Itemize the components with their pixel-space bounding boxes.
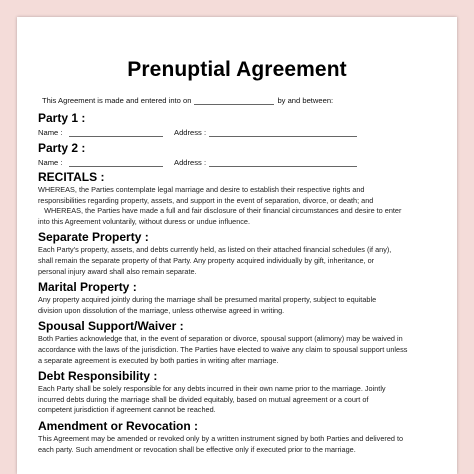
body-line: Any property acquired jointly during the marriage shall be presumed marital property, subject to equitable (38, 295, 377, 305)
document-page (17, 17, 457, 474)
section-marital-property (38, 280, 436, 316)
marital-property-heading: Marital Property : (38, 280, 137, 295)
party2-name-label: Name : (38, 158, 63, 167)
body-line: each party. Such amendment or revocation shall be effective only if executed prior to the marriage. (38, 444, 356, 454)
party1-name-label: Name : (38, 128, 63, 137)
party1-address-blank[interactable] (209, 128, 357, 137)
body-line: personal injury award shall also remain separate. (38, 266, 197, 276)
intro-text-before: This Agreement is made and entered into on (42, 96, 192, 105)
section-debt-responsibility (38, 369, 436, 416)
party1-row (38, 128, 436, 137)
amendment-heading: Amendment or Revocation : (38, 418, 199, 433)
debt-responsibility-body (38, 384, 436, 416)
body-line: incurred debts during the marriage shall be divided equitably, based on mutual agreement or a court of (38, 394, 369, 404)
document-title: Prenuptial Agreement (127, 58, 347, 81)
document-content (17, 58, 457, 455)
amendment-body (38, 434, 436, 455)
body-line: Each Party shall be solely responsible for any debts incurred in their own name prior to the marriage. Jointly (38, 384, 386, 394)
separate-property-heading: Separate Property : (38, 230, 149, 245)
body-line: competent jurisdiction if agreement cannot be reached. (38, 405, 216, 415)
party2-address-label: Address : (174, 158, 207, 167)
spousal-support-body (38, 334, 436, 366)
party2-name-blank[interactable] (69, 158, 163, 167)
intro-text-after: by and between: (277, 96, 334, 105)
body-line: This Agreement may be amended or revoked only by a written instrument signed by both Parties and delivered to (38, 433, 404, 443)
section-spousal-support (38, 319, 436, 366)
section-recitals (38, 170, 436, 227)
body-line: into this Agreement voluntarily, without duress or undue influence. (38, 216, 251, 226)
spousal-support-heading: Spousal Support/Waiver : (38, 319, 184, 334)
party2-address-blank[interactable] (209, 158, 357, 167)
section-amendment (38, 419, 436, 455)
party1-heading: Party 1 : (38, 111, 86, 125)
separate-property-body (38, 245, 436, 277)
marital-property-body (38, 295, 436, 316)
party1-address-label: Address : (174, 128, 207, 137)
date-blank-line[interactable] (194, 96, 274, 105)
party2-row (38, 158, 436, 167)
body-line: accordance with the laws of the jurisdiction. The Parties have elected to waive any claim to spousal support unless (38, 344, 408, 354)
body-line: shall remain the separate property of that Party. Any property acquired individually by gift, inheritance, or (38, 255, 375, 265)
party1-name-blank[interactable] (69, 128, 163, 137)
body-line: Both Parties acknowledge that, in the event of separation or divorce, spousal support (alimony) may be waived in (38, 334, 403, 344)
section-separate-property (38, 230, 436, 277)
recitals-heading: RECITALS : (38, 170, 105, 184)
body-line: division upon dissolution of the marriage, unless otherwise agreed in writing. (38, 305, 285, 315)
body-line: responsibilities regarding property, assets, and support in the event of separation, divorce, or death; and (38, 195, 374, 205)
body-line: a separate agreement is executed by both parties in writing after marriage. (38, 355, 279, 365)
debt-responsibility-heading: Debt Responsibility : (38, 369, 158, 384)
party2-heading: Party 2 : (38, 141, 86, 155)
body-line: WHEREAS, the Parties have made a full and fair disclosure of their financial circumstances and desire to enter (38, 206, 402, 216)
body-line: WHEREAS, the Parties contemplate legal marriage and desire to establish their respective rights and (38, 185, 365, 194)
intro-line (38, 96, 436, 105)
body-line: Each Party's property, assets, and debts currently held, as listed on their attached financial schedules (if any), (38, 245, 392, 255)
recitals-body (38, 185, 436, 227)
